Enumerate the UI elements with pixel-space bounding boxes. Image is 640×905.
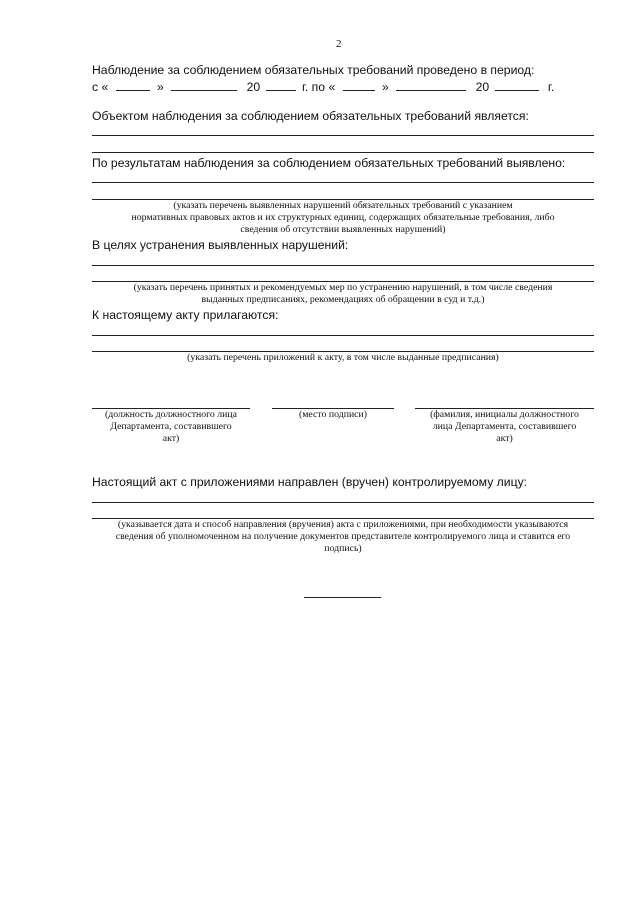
position-caption bbox=[92, 409, 250, 445]
closing-separator bbox=[304, 597, 381, 598]
results-note bbox=[92, 200, 594, 236]
year-suffix: г. bbox=[547, 80, 555, 94]
results-note-line: (указать перечень выявленных нарушений обязательных требований с указанием bbox=[173, 200, 513, 211]
delivery-note bbox=[88, 519, 598, 555]
from-year-field[interactable] bbox=[266, 79, 296, 91]
to-quote-close: » bbox=[382, 80, 389, 94]
place-caption-line: (место подписи) bbox=[298, 409, 368, 420]
measures-input-line-1[interactable] bbox=[92, 265, 594, 266]
period-statement: Наблюдение за соблюдением обязательных требований проведено в период: bbox=[92, 63, 535, 77]
name-caption-line: лица Департамента, составившего bbox=[432, 421, 577, 432]
results-label: По результатам наблюдения за соблюдением обязательных требований выявлено: bbox=[92, 156, 566, 170]
to-prefix: г. по « bbox=[301, 80, 336, 94]
position-caption-line: акт) bbox=[162, 433, 180, 444]
to-year-field[interactable] bbox=[495, 79, 539, 91]
attachments-input-line-1[interactable] bbox=[92, 335, 594, 336]
object-input-line-2[interactable] bbox=[92, 152, 594, 153]
name-caption-line: (фамилия, инициалы должностного bbox=[430, 409, 579, 420]
position-caption-line: (должность должностного лица bbox=[104, 409, 238, 420]
page-number: 2 bbox=[336, 38, 342, 50]
from-month-field[interactable] bbox=[171, 79, 237, 91]
to-year-prefix: 20 bbox=[475, 80, 490, 94]
position-caption-line: Департамента, составившего bbox=[110, 421, 232, 432]
measures-note-line: (указать перечень принятых и рекомендуемых мер по устранению нарушений, в том числе сведения bbox=[133, 282, 553, 293]
results-input-line-1[interactable] bbox=[92, 182, 594, 183]
object-input-line-1[interactable] bbox=[92, 135, 594, 136]
from-day-field[interactable] bbox=[116, 79, 150, 91]
measures-note bbox=[92, 282, 594, 306]
delivery-note-line: подпись) bbox=[324, 543, 362, 554]
attachments-note: (указать перечень приложений к акту, в том числе выданные предписания) bbox=[187, 352, 499, 363]
measures-label: В целях устранения выявленных нарушений: bbox=[92, 238, 349, 252]
period-dates-row bbox=[92, 79, 554, 94]
delivery-input-line-1[interactable] bbox=[92, 502, 594, 503]
from-year-prefix: 20 bbox=[246, 80, 261, 94]
to-month-field[interactable] bbox=[396, 79, 466, 91]
to-day-field[interactable] bbox=[343, 79, 375, 91]
place-caption bbox=[272, 409, 394, 421]
delivery-note-line: (указывается дата и способ направления (вручения) акта с приложениями, при необходимости указываются bbox=[117, 519, 569, 530]
delivery-note-line: сведения об уполномоченном на получение документов представителе контролируемого лица и ставится его bbox=[115, 531, 571, 542]
object-label: Объектом наблюдения за соблюдением обязательных требований является: bbox=[92, 109, 529, 123]
attachments-label: К настоящему акту прилагаются: bbox=[92, 308, 279, 322]
name-caption-line: акт) bbox=[496, 433, 513, 444]
results-note-line: сведения об отсутствии выявленных нарушений) bbox=[240, 224, 446, 235]
results-note-line: нормативных правовых актов и их структурных единиц, содержащих обязательные требования, либо bbox=[131, 212, 555, 223]
name-caption bbox=[415, 409, 594, 445]
delivery-label: Настоящий акт с приложениями направлен (вручен) контролируемому лицу: bbox=[92, 475, 528, 489]
measures-note-line: выданных предписаниях, рекомендациях об обращении в суд и т.д.) bbox=[201, 294, 485, 305]
from-quote-close: » bbox=[157, 80, 164, 94]
from-prefix: с « bbox=[92, 80, 109, 94]
